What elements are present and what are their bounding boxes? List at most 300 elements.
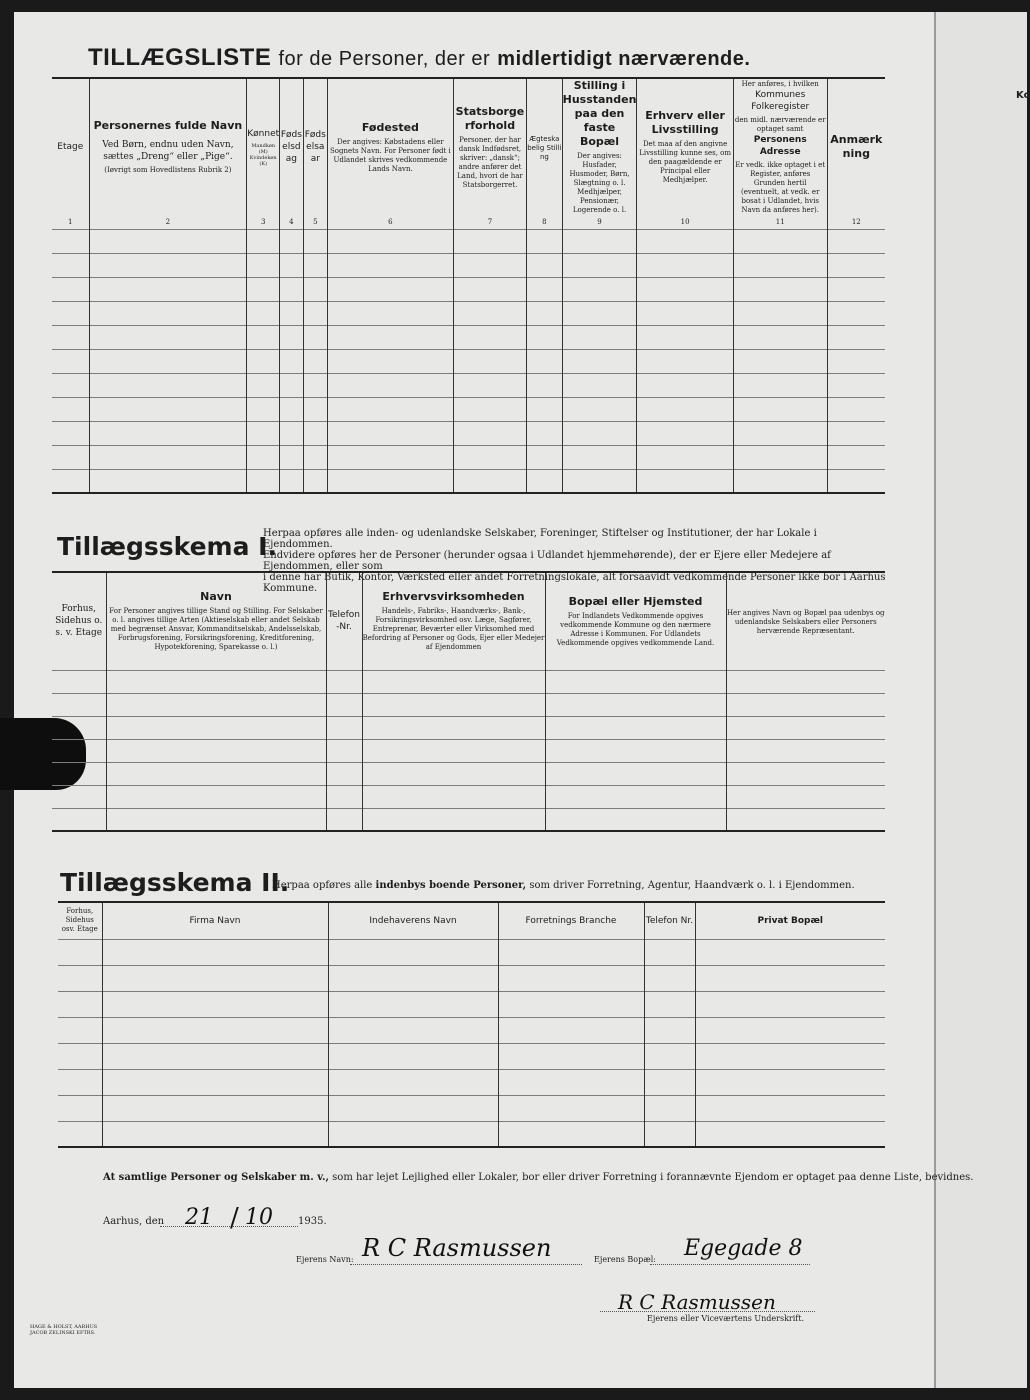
form-cell [89,397,247,421]
page-title [88,44,750,72]
form-row [52,397,885,421]
form-cell [362,762,545,785]
form-cell [89,325,247,349]
form-cell [52,739,106,762]
form-cell [453,277,526,301]
date-month: 10 [245,1205,273,1230]
form-cell [545,785,726,808]
form-cell [827,469,885,493]
form-cell [562,229,637,253]
form-cell [695,1121,885,1147]
col-erhverv: Erhverv eller Livsstilling Det maa af den angivne Livsstilling kunne ses, om den paagældende er Principal eller Medhjælper. [637,78,733,215]
s2-col-telefon: Telefon Nr. [644,902,695,939]
form-cell [106,670,326,693]
form-cell [827,373,885,397]
form-row [52,373,885,397]
owner-name: R C Rasmussen [362,1234,552,1262]
owner-address-label: Ejerens Bopæl: [594,1255,657,1264]
form-cell [58,965,102,991]
form-cell [303,421,327,445]
form-cell [733,229,827,253]
form-cell [695,1017,885,1043]
title-part1: TILLÆGSLISTE [88,44,272,71]
form-cell [726,808,885,831]
col-foedested: Fødested Der angives: Købstadens eller Sognets Navn. For Personer født i Udlandet skrives vedkommende Lands Navn. [327,78,453,215]
form-cell [52,693,106,716]
form-cell [89,229,247,253]
form-cell [453,349,526,373]
skema1-intro: Herpaa opføres alle inden- og udenlandske Selskaber, Foreninger, Stiftelser og Institutioner, der har Lokale i Ejendommen. Endvidere opføres her de Personer (herunder ogsaa i Udlandet hjemmehørende), der er Ejere eller Medejere af Ejendommen, eller som i denne har Butik, Kontor, Værksted eller andet Forretningslokale, alt forsaavidt vedkommende Personer ikke bor i Aarhus Kommune. [263,528,886,594]
form-cell [247,349,280,373]
form-cell [562,421,637,445]
form-cell [327,397,453,421]
form-cell [453,229,526,253]
form-cell [280,349,303,373]
place-date-label: Aarhus, den [103,1216,165,1227]
form-cell [562,349,637,373]
col-folkeregister: Her anføres, i hvilken Kommunes Folkeregister den midl. nærværende er optaget samt Personens Adresse Er vedk. ikke optaget i et Register, anføres Grunden hertil (eventuelt, at vedk. er bosat i Udlandet, hvis Navn da anføres her). [734,79,826,214]
owner-address-line [650,1264,810,1265]
list-number-row: 1 2 3 4 5 6 7 8 9 10 11 12 [52,215,885,229]
form-cell [498,991,644,1017]
form-cell [102,991,328,1017]
form-cell [562,277,637,301]
col-stilling: Stilling i Husstanden paa den faste Bopæl Der angives: Husfader, Husmoder, Børn, Slægtning o. l. Medhjælper, Pensionær, Logerende o. l. [562,79,637,214]
form-cell [326,716,362,739]
form-row [52,277,885,301]
form-cell [562,325,637,349]
form-cell [498,1017,644,1043]
form-cell [106,739,326,762]
form-cell [637,301,733,325]
form-cell [545,670,726,693]
form-cell [498,1095,644,1121]
form-cell [562,301,637,325]
form-cell [52,808,106,831]
form-cell [637,253,733,277]
form-cell [695,939,885,965]
form-cell [827,301,885,325]
form-row [58,1043,885,1069]
form-cell [562,469,637,493]
form-cell [247,253,280,277]
form-row [52,469,885,493]
form-cell [58,1095,102,1121]
form-cell [52,716,106,739]
form-cell [247,277,280,301]
signature-label: Ejerens eller Viceværtens Underskrift. [647,1314,805,1323]
form-cell [303,229,327,253]
form-row [52,229,885,253]
form-cell [527,253,562,277]
owner-name-label: Ejerens Navn: [296,1255,354,1264]
form-row [52,716,885,739]
form-cell [328,1069,498,1095]
form-cell [106,693,326,716]
form-row [52,762,885,785]
form-cell [328,1095,498,1121]
form-cell [827,253,885,277]
s2-col-indehaver: Indehaverens Navn [328,902,498,939]
form-cell [527,229,562,253]
form-cell [58,1017,102,1043]
form-cell [303,469,327,493]
list-body [52,229,885,493]
form-cell [453,373,526,397]
form-cell [102,1121,328,1147]
signature-line [600,1311,815,1312]
col-foedselsaar: Fødselsaar [303,78,327,215]
signature: R C Rasmussen [618,1290,776,1314]
form-cell [726,785,885,808]
form-cell [453,301,526,325]
form-cell [326,785,362,808]
form-cell [58,1121,102,1147]
form-cell [527,349,562,373]
form-cell [89,445,247,469]
form-cell [562,253,637,277]
form-cell [106,808,326,831]
form-cell [327,253,453,277]
form-cell [527,373,562,397]
form-cell [106,785,326,808]
form-cell [733,421,827,445]
form-cell [637,397,733,421]
form-cell [637,349,733,373]
form-cell [527,277,562,301]
form-cell [52,397,89,421]
form-cell [644,965,695,991]
form-cell [327,421,453,445]
form-cell [562,397,637,421]
form-row [52,253,885,277]
form-cell [562,445,637,469]
form-cell [106,762,326,785]
form-cell [328,1121,498,1147]
form-cell [695,1095,885,1121]
s2-col-branche: Forretnings Branche [498,902,644,939]
form-cell [303,373,327,397]
next-page-text: Ko [1016,90,1030,101]
form-cell [280,421,303,445]
form-cell [733,301,827,325]
skema2-body [58,939,885,1147]
form-cell [527,301,562,325]
date-line [160,1226,298,1227]
form-cell [247,397,280,421]
form-cell [303,397,327,421]
form-cell [327,301,453,325]
form-cell [303,349,327,373]
form-cell [637,229,733,253]
form-cell [726,670,885,693]
form-cell [733,397,827,421]
form-cell [280,253,303,277]
form-cell [52,229,89,253]
form-cell [545,739,726,762]
form-cell [58,1069,102,1095]
form-cell [326,762,362,785]
form-cell [52,670,106,693]
col-foedselsdag: Fødselsdag [280,78,303,215]
date-slash: / [230,1203,239,1233]
form-cell [280,397,303,421]
form-cell [644,1095,695,1121]
col-navn: Personernes fulde Navn Ved Børn, endnu uden Navn, sættes „Dreng“ eller „Pige“. (Iøvrigt som Hovedlistens Rubrik 2) [89,78,247,215]
form-cell [328,965,498,991]
form-cell [280,469,303,493]
form-cell [52,785,106,808]
form-cell [52,373,89,397]
form-cell [644,1043,695,1069]
form-cell [637,445,733,469]
form-cell [637,373,733,397]
form-cell [52,762,106,785]
form-cell [827,229,885,253]
form-cell [726,762,885,785]
form-cell [498,1043,644,1069]
form-cell [637,421,733,445]
form-cell [58,1043,102,1069]
printer-imprint: HAGE & HOLST, AARHUS JACOB ZELINSKI EFTRS. [30,1324,98,1336]
form-cell [695,965,885,991]
form-cell [52,421,89,445]
s2-col-firma: Firma Navn [102,902,328,939]
form-cell [327,445,453,469]
form-row [52,693,885,716]
form-cell [247,301,280,325]
form-cell [453,469,526,493]
form-cell [247,469,280,493]
form-cell [327,469,453,493]
form-cell [327,229,453,253]
skema2-table [58,901,885,1148]
form-cell [106,716,326,739]
form-row [52,301,885,325]
form-cell [89,253,247,277]
form-cell [52,277,89,301]
form-cell [89,301,247,325]
form-cell [453,325,526,349]
form-cell [733,445,827,469]
form-cell [498,1121,644,1147]
form-cell [52,301,89,325]
form-cell [52,325,89,349]
s2-col-etage: Forhus, Sidehus osv. Etage [61,907,98,934]
form-cell [89,349,247,373]
form-cell [827,445,885,469]
form-cell [280,373,303,397]
form-cell [328,1017,498,1043]
title-part3: midlertidigt nærværende. [497,48,751,70]
form-cell [695,1069,885,1095]
form-cell [527,325,562,349]
form-cell [303,325,327,349]
form-cell [498,939,644,965]
form-cell [247,229,280,253]
s1-col-telefon: Telefon-Nr. [326,572,362,670]
form-cell [726,739,885,762]
s1-col-repraesentant: Her angives Navn og Bopæl paa udenbys og udenlandske Selskabers eller Personers herværende Repræsentant. [726,572,885,670]
form-row [52,670,885,693]
form-cell [733,253,827,277]
form-cell [102,1095,328,1121]
skema2-header-row [58,902,885,939]
form-cell [637,469,733,493]
col-aegteskab: Ægteskabelig Stilling [527,78,562,215]
form-cell [726,716,885,739]
form-cell [362,670,545,693]
form-cell [327,349,453,373]
skema2-title: Tillægsskema II. [60,868,290,897]
form-cell [327,325,453,349]
form-cell [280,301,303,325]
col-etage: Etage [57,142,84,152]
form-cell [453,445,526,469]
form-cell [644,939,695,965]
form-cell [498,1069,644,1095]
form-cell [695,1043,885,1069]
form-cell [453,421,526,445]
form-cell [280,277,303,301]
form-cell [89,277,247,301]
form-cell [362,785,545,808]
s1-col-etage: Forhus, Sidehus o. s. v. Etage [55,604,103,639]
form-cell [827,397,885,421]
form-row [58,1017,885,1043]
form-row [52,445,885,469]
form-cell [527,397,562,421]
form-cell [303,301,327,325]
form-cell [545,762,726,785]
form-cell [545,808,726,831]
title-part2: for de Personer, der er [278,48,491,70]
form-cell [362,716,545,739]
form-cell [328,991,498,1017]
skema1-title: Tillægsskema I. [57,532,277,561]
form-row [58,1095,885,1121]
form-cell [733,325,827,349]
form-row [58,1069,885,1095]
form-cell [89,373,247,397]
form-cell [52,469,89,493]
form-row [52,808,885,831]
form-cell [733,373,827,397]
form-row [52,785,885,808]
form-cell [453,253,526,277]
form-cell [280,445,303,469]
owner-address: Egegade 8 [684,1236,803,1261]
form-row [52,349,885,373]
form-cell [58,939,102,965]
skema1-body [52,670,885,831]
form-cell [733,349,827,373]
form-row [52,421,885,445]
form-cell [89,421,247,445]
form-cell [637,277,733,301]
form-cell [328,1043,498,1069]
form-cell [527,445,562,469]
form-cell [247,421,280,445]
form-cell [644,1017,695,1043]
skema1-table [52,571,885,832]
date-year: 1935. [298,1216,327,1227]
form-cell [726,693,885,716]
form-cell [644,1121,695,1147]
form-cell [562,373,637,397]
form-cell [326,808,362,831]
form-cell [326,693,362,716]
form-cell [326,670,362,693]
form-cell [102,1017,328,1043]
col-statsborger: Statsborgerforhold Personer, der har dansk Indfødsret, skriver: „dansk“; andre anfører det Land, hvori de har Statsborgerret. [453,78,526,215]
form-cell [326,739,362,762]
form-cell [102,939,328,965]
col-anmaerkning: Anmærkning [827,78,885,215]
form-cell [362,739,545,762]
form-cell [498,965,644,991]
form-cell [102,965,328,991]
form-cell [545,693,726,716]
form-cell [644,991,695,1017]
form-row [58,939,885,965]
col-koennet: Kønnet Mandkøn (M) Kvindekøn (K) [247,78,280,215]
form-cell [827,277,885,301]
form-cell [695,991,885,1017]
form-cell [545,716,726,739]
form-cell [303,445,327,469]
form-cell [827,421,885,445]
form-cell [102,1043,328,1069]
form-row [58,1121,885,1147]
skema2-intro: Herpaa opføres alle indenbys boende Personer, som driver Forretning, Agentur, Haandværk o. l. i Ejendommen. [272,880,855,891]
form-cell [247,325,280,349]
form-row [58,991,885,1017]
s1-col-navn: Navn For Personer angives tillige Stand og Stilling. For Selskaber o. l. angives tillige Arten (Aktieselskab eller andet Selskab med begrænset Ansvar, Kommanditselskab, Andelsselskab, Forbrugsforening, Forsikringsforening, Kreditforening, Hypotekforening, Sparekasse o. l.) [106,572,326,670]
form-row [58,965,885,991]
form-cell [328,939,498,965]
form-cell [327,373,453,397]
owner-name-line [350,1264,582,1265]
form-cell [247,373,280,397]
date-day: 21 [185,1205,213,1230]
skema1-header-row [52,572,885,670]
form-row [52,739,885,762]
form-cell [827,349,885,373]
s1-col-erhverv: Erhvervsvirksomheden Handels-, Fabriks-, Haandværks-, Bank-, Forsikringsvirksomhed osv. Læge, Sagfører, Entreprenør, Beværter eller Virksomhed med Befordring af Personer og Gods, Ejer eller Medejer af Ejendommen [362,572,545,670]
form-cell [637,325,733,349]
list-header-row [52,78,885,215]
form-cell [52,253,89,277]
form-cell [303,253,327,277]
form-cell [362,808,545,831]
form-cell [527,469,562,493]
form-cell [327,277,453,301]
form-cell [247,445,280,469]
form-cell [303,277,327,301]
form-cell [52,349,89,373]
form-cell [52,445,89,469]
form-cell [733,277,827,301]
form-cell [89,469,247,493]
form-cell [527,421,562,445]
form-cell [453,397,526,421]
form-cell [280,229,303,253]
form-cell [644,1069,695,1095]
form-cell [362,693,545,716]
s1-col-bopael: Bopæl eller Hjemsted For Indlandets Vedkommende opgives vedkommende Kommune og den nærmere Adresse i Kommunen. For Udlandets Vedkommende opgives vedkommende Land. [545,572,726,670]
form-cell [102,1069,328,1095]
